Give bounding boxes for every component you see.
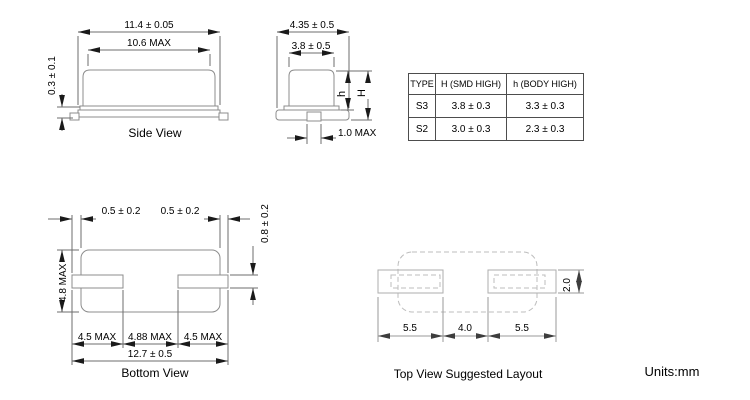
side-view (47, 20, 228, 140)
header-cell-body-high: h (BODY HIGH) (507, 74, 584, 95)
layout-pad-width-right-dim: 5.5 (515, 323, 529, 334)
bottom-pad-protrusion-right-dim: 0.5 ± 0.2 (160, 206, 200, 217)
cell-s2-body-high: 2.3 ± 0.3 (507, 118, 584, 141)
table-row (409, 118, 584, 141)
layout-right-land-pad (488, 270, 556, 293)
end-view-lead-tab (307, 112, 321, 121)
side-view-right-tab (219, 113, 228, 120)
bottom-overall-length-dim: 12.7 ± 0.5 (127, 349, 173, 360)
bottom-view-left-pad (72, 275, 123, 288)
layout-view (378, 252, 584, 381)
layout-view-title: Top View Suggested Layout (393, 367, 543, 381)
bottom-view (48, 204, 271, 380)
bottom-body-depth-dim: 4.8 MAX (58, 263, 69, 302)
bottom-pad-gap-dim: 4.88 MAX (128, 332, 172, 343)
cell-s3-smd-high: 3.8 ± 0.3 (436, 95, 507, 118)
end-lead-width-dim: 1.0 MAX (338, 128, 377, 139)
side-view-seam-band (80, 106, 218, 110)
height-spec-table (408, 73, 584, 141)
table-row (409, 95, 584, 118)
side-view-left-tab (70, 113, 79, 120)
layout-pad-height-dim: 2.0 (562, 278, 573, 292)
side-view-can-outline (83, 70, 215, 106)
table-header-row (409, 74, 584, 95)
units-note: Units:mm (644, 364, 700, 379)
header-cell-type: TYPE (409, 74, 436, 95)
side-body-width-dim: 10.6 MAX (127, 38, 171, 49)
end-smd-height-letter: H (356, 89, 368, 97)
cell-type-s3: S3 (409, 95, 436, 118)
bottom-pad-length-left-dim: 4.5 MAX (77, 332, 117, 343)
cell-s2-smd-high: 3.0 ± 0.3 (436, 118, 507, 141)
layout-body-outline-dashed (398, 252, 537, 312)
bottom-pad-thickness-dim: 0.8 ± 0.2 (260, 204, 271, 243)
end-view-seam-band (284, 106, 339, 110)
bottom-pad-protrusion-left-dim: 0.5 ± 0.2 (101, 206, 141, 217)
bottom-view-right-pad (178, 275, 228, 288)
header-cell-smd-high: H (SMD HIGH) (436, 74, 507, 95)
end-overall-width-dim: 4.35 ± 0.5 (289, 20, 335, 31)
layout-pad-width-left-dim: 5.5 (403, 323, 417, 334)
side-view-base-plate (78, 110, 220, 117)
cell-s3-body-high: 3.3 ± 0.3 (507, 95, 584, 118)
side-view-title: Side View (128, 126, 182, 140)
end-body-width-dim: 3.8 ± 0.5 (291, 41, 331, 52)
end-view (276, 20, 377, 144)
side-base-thickness-dim: 0.3 ± 0.1 (47, 56, 58, 95)
end-body-height-letter: h (336, 90, 348, 97)
bottom-view-title: Bottom View (121, 366, 189, 380)
layout-left-land-pad (378, 270, 443, 293)
cell-type-s2: S2 (409, 118, 436, 141)
end-view-can-outline (289, 70, 334, 106)
layout-pad-pitch-dim: 4.0 (458, 323, 472, 334)
bottom-pad-length-right-dim: 4.5 MAX (183, 332, 223, 343)
side-overall-width-dim: 11.4 ± 0.05 (124, 20, 174, 31)
